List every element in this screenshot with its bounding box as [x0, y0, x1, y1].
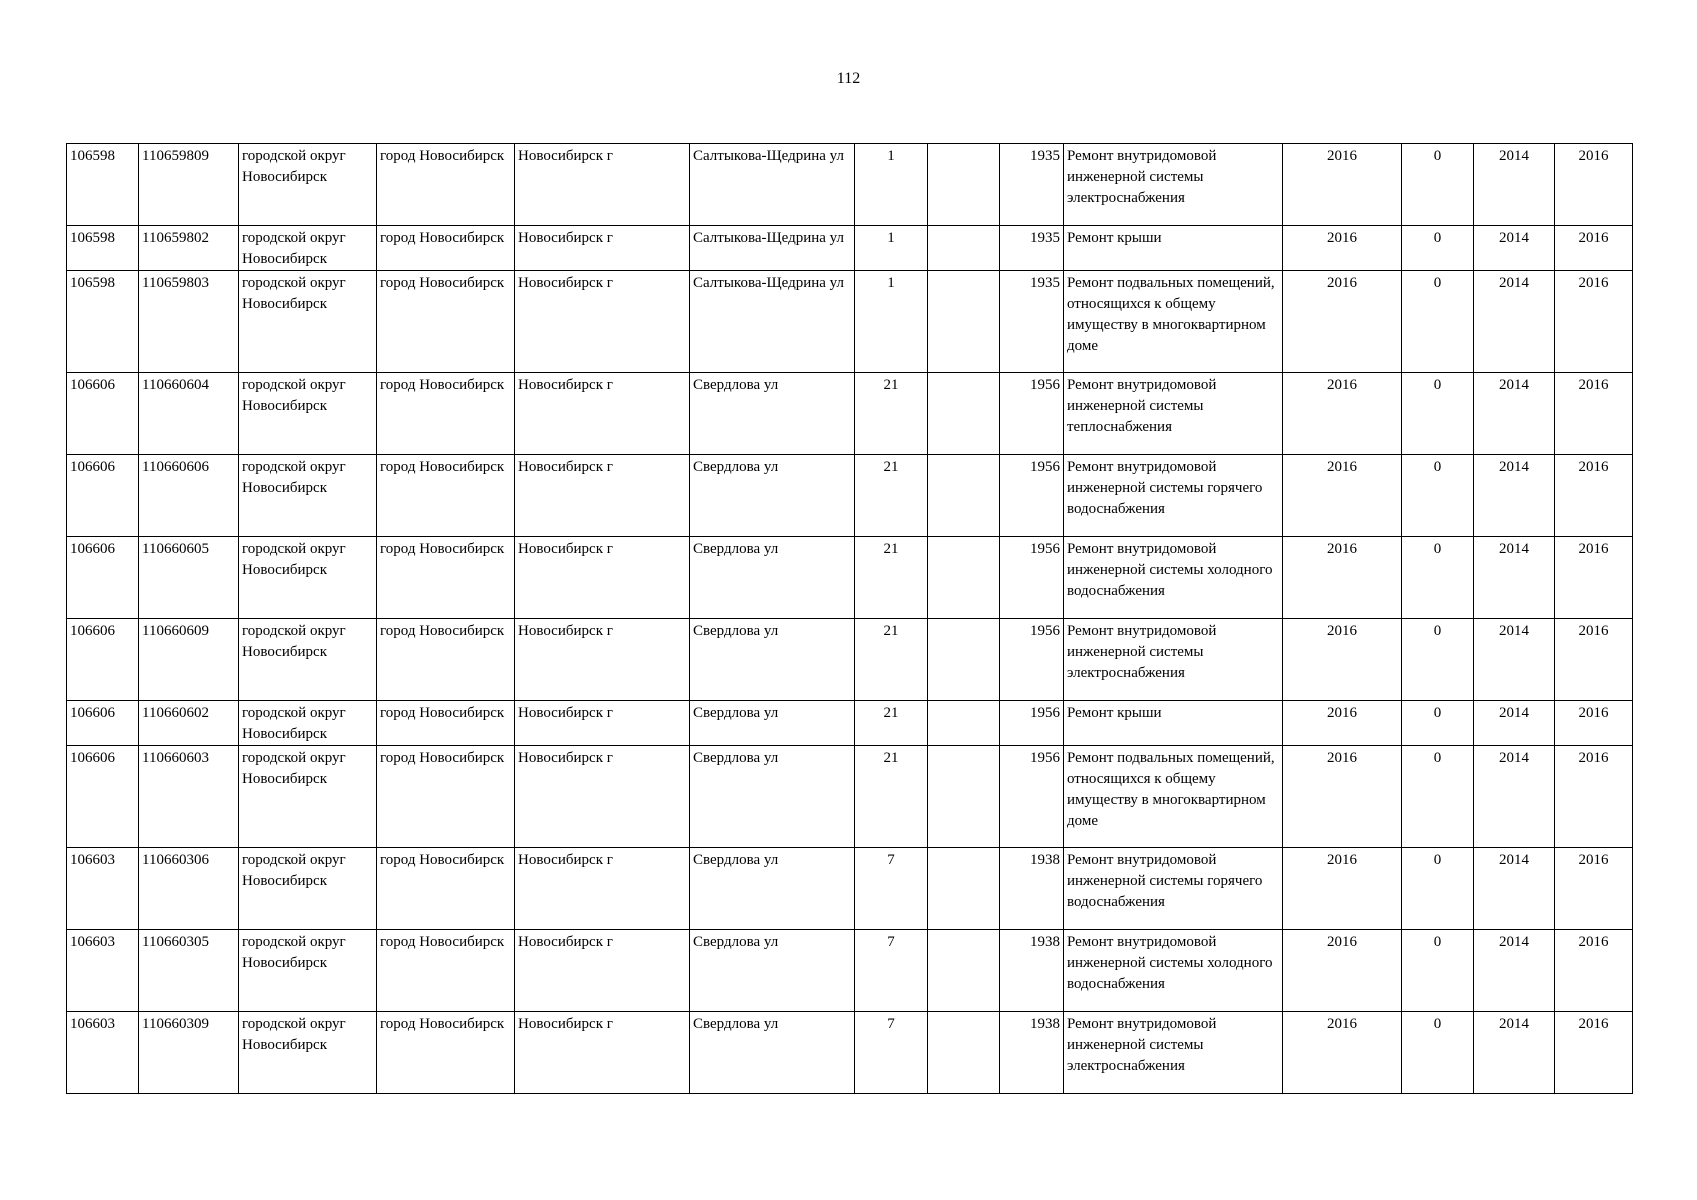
- object-id-cell: 106598: [67, 144, 139, 226]
- object-id-cell: 106606: [67, 746, 139, 848]
- table-row: [67, 373, 1633, 455]
- work-code-cell: 110660604: [139, 373, 239, 455]
- street-cell: Свердлова ул: [690, 1012, 855, 1094]
- work-code-cell: 110659803: [139, 271, 239, 373]
- settlement-cell: город Новосибирск: [377, 226, 515, 271]
- plan-year-cell: 2016: [1283, 701, 1402, 746]
- house-number-cell: 1: [855, 271, 928, 373]
- street-cell: Свердлова ул: [690, 930, 855, 1012]
- empty-cell: [928, 619, 1000, 701]
- work-type-cell: Ремонт внутридомовой инженерной системы электроснабжения: [1064, 144, 1283, 226]
- object-id-cell: 106603: [67, 930, 139, 1012]
- street-cell: Салтыкова-Щедрина ул: [690, 144, 855, 226]
- street-cell: Свердлова ул: [690, 701, 855, 746]
- work-type-cell: Ремонт внутридомовой инженерной системы горячего водоснабжения: [1064, 848, 1283, 930]
- zero-value-cell: 0: [1402, 537, 1474, 619]
- settlement-cell: город Новосибирск: [377, 848, 515, 930]
- year-built-cell: 1956: [1000, 701, 1064, 746]
- district-cell: городской округ Новосибирск: [239, 144, 377, 226]
- street-cell: Свердлова ул: [690, 373, 855, 455]
- zero-value-cell: 0: [1402, 455, 1474, 537]
- table-row: [67, 848, 1633, 930]
- house-number-cell: 7: [855, 930, 928, 1012]
- house-number-cell: 21: [855, 537, 928, 619]
- plan-year-cell: 2016: [1283, 1012, 1402, 1094]
- year-built-cell: 1935: [1000, 144, 1064, 226]
- settlement-cell: город Новосибирск: [377, 619, 515, 701]
- zero-value-cell: 0: [1402, 373, 1474, 455]
- object-id-cell: 106603: [67, 848, 139, 930]
- locality-cell: Новосибирск г: [515, 746, 690, 848]
- period-start-cell: 2014: [1474, 537, 1555, 619]
- district-cell: городской округ Новосибирск: [239, 455, 377, 537]
- street-cell: Свердлова ул: [690, 455, 855, 537]
- table-row: [67, 1012, 1633, 1094]
- period-start-cell: 2014: [1474, 271, 1555, 373]
- period-end-cell: 2016: [1555, 271, 1633, 373]
- year-built-cell: 1935: [1000, 226, 1064, 271]
- house-number-cell: 21: [855, 373, 928, 455]
- work-code-cell: 110660609: [139, 619, 239, 701]
- street-cell: Свердлова ул: [690, 746, 855, 848]
- district-cell: городской округ Новосибирск: [239, 619, 377, 701]
- house-number-cell: 21: [855, 701, 928, 746]
- period-start-cell: 2014: [1474, 930, 1555, 1012]
- district-cell: городской округ Новосибирск: [239, 930, 377, 1012]
- period-start-cell: 2014: [1474, 226, 1555, 271]
- settlement-cell: город Новосибирск: [377, 746, 515, 848]
- period-end-cell: 2016: [1555, 144, 1633, 226]
- work-code-cell: 110659809: [139, 144, 239, 226]
- locality-cell: Новосибирск г: [515, 1012, 690, 1094]
- locality-cell: Новосибирск г: [515, 226, 690, 271]
- street-cell: Свердлова ул: [690, 848, 855, 930]
- object-id-cell: 106598: [67, 226, 139, 271]
- locality-cell: Новосибирск г: [515, 701, 690, 746]
- object-id-cell: 106603: [67, 1012, 139, 1094]
- house-number-cell: 7: [855, 1012, 928, 1094]
- work-type-cell: Ремонт внутридомовой инженерной системы электроснабжения: [1064, 619, 1283, 701]
- work-type-cell: Ремонт внутридомовой инженерной системы холодного водоснабжения: [1064, 537, 1283, 619]
- district-cell: городской округ Новосибирск: [239, 1012, 377, 1094]
- empty-cell: [928, 271, 1000, 373]
- period-start-cell: 2014: [1474, 619, 1555, 701]
- table-body: [67, 144, 1633, 1094]
- work-type-cell: Ремонт крыши: [1064, 226, 1283, 271]
- work-code-cell: 110660306: [139, 848, 239, 930]
- locality-cell: Новосибирск г: [515, 455, 690, 537]
- street-cell: Салтыкова-Щедрина ул: [690, 226, 855, 271]
- zero-value-cell: 0: [1402, 226, 1474, 271]
- work-type-cell: Ремонт внутридомовой инженерной системы теплоснабжения: [1064, 373, 1283, 455]
- empty-cell: [928, 746, 1000, 848]
- plan-year-cell: 2016: [1283, 271, 1402, 373]
- house-number-cell: 7: [855, 848, 928, 930]
- work-code-cell: 110660603: [139, 746, 239, 848]
- work-type-cell: Ремонт внутридомовой инженерной системы горячего водоснабжения: [1064, 455, 1283, 537]
- table-row: [67, 701, 1633, 746]
- period-start-cell: 2014: [1474, 373, 1555, 455]
- locality-cell: Новосибирск г: [515, 930, 690, 1012]
- work-code-cell: 110659802: [139, 226, 239, 271]
- table-row: [67, 226, 1633, 271]
- period-start-cell: 2014: [1474, 1012, 1555, 1094]
- district-cell: городской округ Новосибирск: [239, 746, 377, 848]
- zero-value-cell: 0: [1402, 1012, 1474, 1094]
- street-cell: Салтыкова-Щедрина ул: [690, 271, 855, 373]
- empty-cell: [928, 1012, 1000, 1094]
- locality-cell: Новосибирск г: [515, 271, 690, 373]
- district-cell: городской округ Новосибирск: [239, 226, 377, 271]
- locality-cell: Новосибирск г: [515, 373, 690, 455]
- house-number-cell: 21: [855, 619, 928, 701]
- empty-cell: [928, 226, 1000, 271]
- empty-cell: [928, 930, 1000, 1012]
- house-number-cell: 21: [855, 746, 928, 848]
- plan-year-cell: 2016: [1283, 144, 1402, 226]
- work-type-cell: Ремонт подвальных помещений, относящихся к общему имуществу в многоквартирном доме: [1064, 271, 1283, 373]
- period-start-cell: 2014: [1474, 701, 1555, 746]
- zero-value-cell: 0: [1402, 144, 1474, 226]
- year-built-cell: 1956: [1000, 619, 1064, 701]
- repair-registry-table: [66, 143, 1633, 1094]
- object-id-cell: 106606: [67, 373, 139, 455]
- year-built-cell: 1956: [1000, 373, 1064, 455]
- plan-year-cell: 2016: [1283, 746, 1402, 848]
- period-end-cell: 2016: [1555, 848, 1633, 930]
- zero-value-cell: 0: [1402, 271, 1474, 373]
- year-built-cell: 1956: [1000, 537, 1064, 619]
- work-code-cell: 110660602: [139, 701, 239, 746]
- settlement-cell: город Новосибирск: [377, 930, 515, 1012]
- settlement-cell: город Новосибирск: [377, 144, 515, 226]
- empty-cell: [928, 373, 1000, 455]
- year-built-cell: 1938: [1000, 930, 1064, 1012]
- plan-year-cell: 2016: [1283, 537, 1402, 619]
- table-row: [67, 144, 1633, 226]
- zero-value-cell: 0: [1402, 848, 1474, 930]
- house-number-cell: 1: [855, 226, 928, 271]
- period-end-cell: 2016: [1555, 455, 1633, 537]
- object-id-cell: 106606: [67, 701, 139, 746]
- page-number: 112: [836, 70, 861, 87]
- plan-year-cell: 2016: [1283, 455, 1402, 537]
- period-end-cell: 2016: [1555, 701, 1633, 746]
- settlement-cell: город Новосибирск: [377, 271, 515, 373]
- work-code-cell: 110660305: [139, 930, 239, 1012]
- settlement-cell: город Новосибирск: [377, 701, 515, 746]
- period-end-cell: 2016: [1555, 537, 1633, 619]
- plan-year-cell: 2016: [1283, 848, 1402, 930]
- zero-value-cell: 0: [1402, 701, 1474, 746]
- year-built-cell: 1938: [1000, 1012, 1064, 1094]
- locality-cell: Новосибирск г: [515, 537, 690, 619]
- period-end-cell: 2016: [1555, 930, 1633, 1012]
- locality-cell: Новосибирск г: [515, 619, 690, 701]
- table-row: [67, 619, 1633, 701]
- plan-year-cell: 2016: [1283, 373, 1402, 455]
- work-type-cell: Ремонт внутридомовой инженерной системы холодного водоснабжения: [1064, 930, 1283, 1012]
- table-row: [67, 930, 1633, 1012]
- zero-value-cell: 0: [1402, 619, 1474, 701]
- empty-cell: [928, 848, 1000, 930]
- period-start-cell: 2014: [1474, 746, 1555, 848]
- zero-value-cell: 0: [1402, 746, 1474, 848]
- district-cell: городской округ Новосибирск: [239, 701, 377, 746]
- period-end-cell: 2016: [1555, 1012, 1633, 1094]
- district-cell: городской округ Новосибирск: [239, 373, 377, 455]
- street-cell: Свердлова ул: [690, 619, 855, 701]
- work-code-cell: 110660605: [139, 537, 239, 619]
- period-start-cell: 2014: [1474, 848, 1555, 930]
- table-row: [67, 746, 1633, 848]
- table-row: [67, 455, 1633, 537]
- year-built-cell: 1938: [1000, 848, 1064, 930]
- work-code-cell: 110660309: [139, 1012, 239, 1094]
- period-start-cell: 2014: [1474, 144, 1555, 226]
- locality-cell: Новосибирск г: [515, 848, 690, 930]
- period-end-cell: 2016: [1555, 619, 1633, 701]
- empty-cell: [928, 455, 1000, 537]
- object-id-cell: 106606: [67, 537, 139, 619]
- year-built-cell: 1956: [1000, 455, 1064, 537]
- settlement-cell: город Новосибирск: [377, 455, 515, 537]
- period-end-cell: 2016: [1555, 226, 1633, 271]
- year-built-cell: 1956: [1000, 746, 1064, 848]
- work-code-cell: 110660606: [139, 455, 239, 537]
- work-type-cell: Ремонт внутридомовой инженерной системы электроснабжения: [1064, 1012, 1283, 1094]
- period-end-cell: 2016: [1555, 746, 1633, 848]
- year-built-cell: 1935: [1000, 271, 1064, 373]
- object-id-cell: 106598: [67, 271, 139, 373]
- house-number-cell: 1: [855, 144, 928, 226]
- table-row: [67, 537, 1633, 619]
- zero-value-cell: 0: [1402, 930, 1474, 1012]
- district-cell: городской округ Новосибирск: [239, 848, 377, 930]
- empty-cell: [928, 537, 1000, 619]
- district-cell: городской округ Новосибирск: [239, 537, 377, 619]
- table-row: [67, 271, 1633, 373]
- empty-cell: [928, 701, 1000, 746]
- period-start-cell: 2014: [1474, 455, 1555, 537]
- street-cell: Свердлова ул: [690, 537, 855, 619]
- work-type-cell: Ремонт крыши: [1064, 701, 1283, 746]
- house-number-cell: 21: [855, 455, 928, 537]
- work-type-cell: Ремонт подвальных помещений, относящихся к общему имуществу в многоквартирном доме: [1064, 746, 1283, 848]
- period-end-cell: 2016: [1555, 373, 1633, 455]
- empty-cell: [928, 144, 1000, 226]
- plan-year-cell: 2016: [1283, 930, 1402, 1012]
- settlement-cell: город Новосибирск: [377, 1012, 515, 1094]
- plan-year-cell: 2016: [1283, 226, 1402, 271]
- settlement-cell: город Новосибирск: [377, 373, 515, 455]
- object-id-cell: 106606: [67, 455, 139, 537]
- locality-cell: Новосибирск г: [515, 144, 690, 226]
- settlement-cell: город Новосибирск: [377, 537, 515, 619]
- district-cell: городской округ Новосибирск: [239, 271, 377, 373]
- plan-year-cell: 2016: [1283, 619, 1402, 701]
- object-id-cell: 106606: [67, 619, 139, 701]
